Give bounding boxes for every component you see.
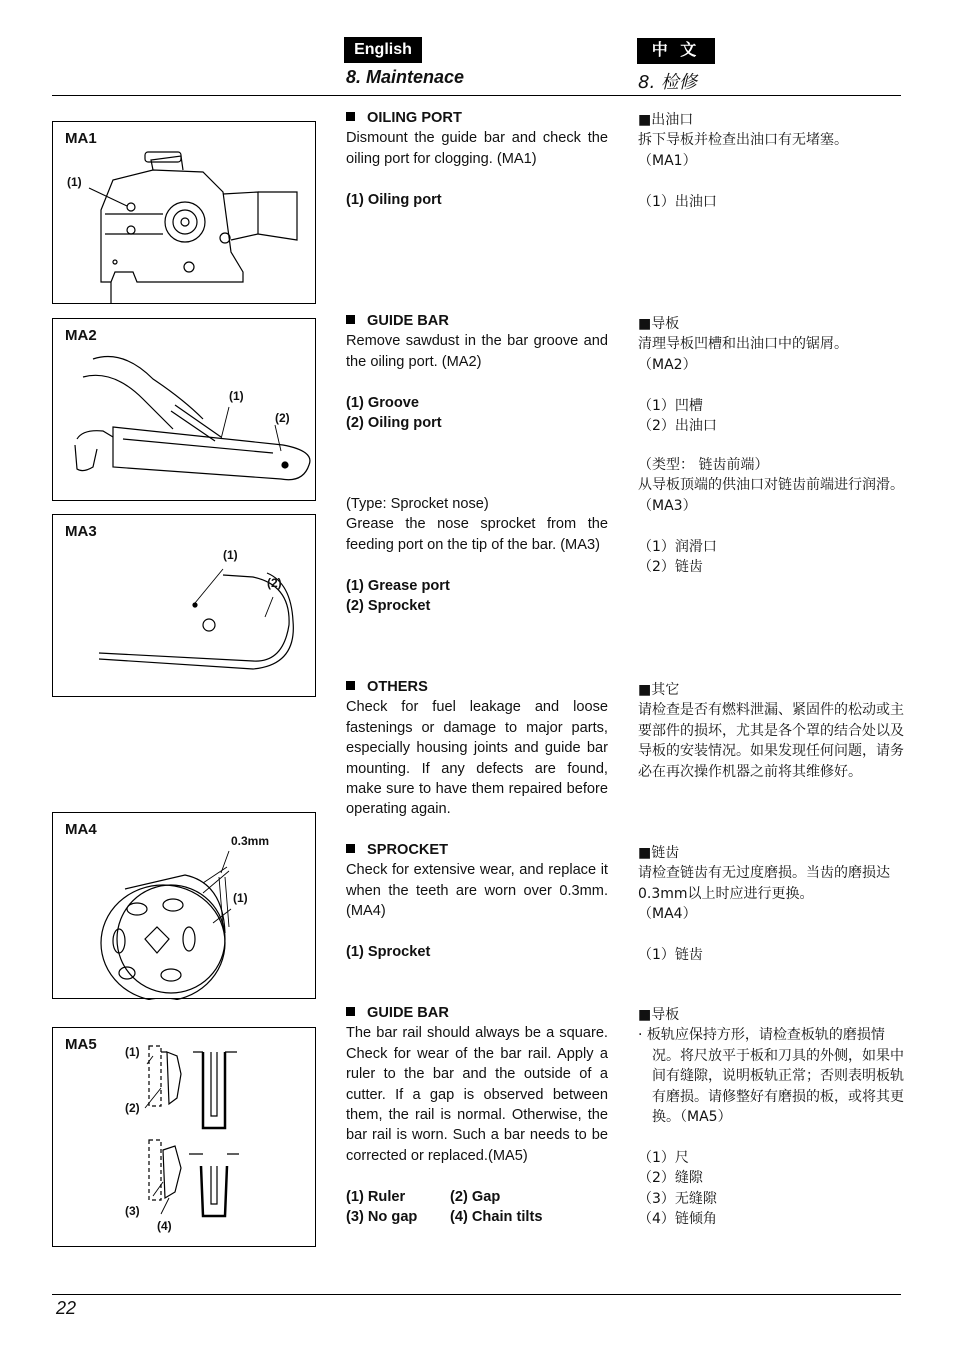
sprocket-cn [638,843,904,965]
oiling-port-cn [638,110,904,212]
guide-bar-text: Remove sawdust in the bar groove and the oiling port. (MA2) [346,333,608,370]
callout-gap: (2) [125,1101,140,1115]
heading-oiling-port: OILING PORT [346,108,608,128]
type-label: (Type: Sprocket nose) [346,496,489,512]
figure-ma5 [52,1027,316,1247]
oiling-port-text-cn: 拆下导板并检查出油口有无堵塞。 [638,132,848,149]
callout-sprocket: (2) [267,576,282,590]
callout-no-gap: (3) [125,1204,140,1218]
part-no-gap-cn: （3）无缝隙 [638,1190,717,1207]
sprocket-nose-illustration [53,515,317,698]
parts-list-cn: （1）出油口 [638,193,717,210]
guide-bar-rail-text-cn: · 板轨应保持方形，请检查板轨的磨损情况。将尺放平于板和刀具的外侧，如果中间有缝隙，说明板轨正常；否则表明板轨有磨损。请修整好有磨损的板，或将其更换。（MA5） [638,1027,904,1126]
heading-others-cn: ■其它 [638,682,680,698]
page-number: 22 [56,1298,77,1318]
guide-bar-rail-en [346,1003,608,1227]
language-tag-english: English [344,37,422,63]
heading-guide-bar: GUIDE BAR [346,1003,608,1023]
parts-list: (1) Oiling port [346,191,442,208]
callout-sprocket: (1) [233,891,248,905]
oiling-port-en [346,108,608,210]
figure-label: MA1 [65,130,97,147]
callout-grease-port: (1) [223,548,238,562]
callout-chain-tilts: (4) [157,1219,172,1233]
sprocket-nose-text: Grease the nose sprocket from the feeding port on the tip of the bar. (MA3) [346,516,608,553]
header-rule [52,95,901,96]
part-gap-cn: （2）缝隙 [638,1170,703,1187]
part-groove-cn: （1）凹槽 [638,397,703,414]
callout-oiling-port: (2) [275,411,290,425]
others-en [346,677,608,820]
figure-ma2 [52,318,316,501]
figure-ma4 [52,812,316,999]
heading-guide-bar: GUIDE BAR [346,311,608,331]
sprocket-nose-text-cn: 从导板顶端的供油口对链齿前端进行润滑。（MA3） [638,477,904,514]
parts-row-1: (1) Ruler (2) Gap [346,1188,501,1205]
figure-ma3 [52,514,316,697]
callout-groove: (1) [229,389,244,403]
type-label-cn: （类型： 链齿前端） [638,457,769,473]
part-sprocket-cn: （2）链齿 [638,559,703,576]
section-title-en: 8. Maintenace [346,67,465,87]
sprocket-nose-cn [638,455,904,577]
figure-ref-cn: （MA2） [638,356,697,373]
callout-ruler: (1) [125,1045,140,1059]
part-oiling-port-cn: （2）出油口 [638,418,717,435]
figure-label: MA3 [65,523,97,540]
bar-rail-check-illustration [53,1028,317,1248]
callout-wear-limit: 0.3mm [231,834,270,848]
language-tag-chinese: 中 文 [637,38,715,64]
part-grease-port-cn: （1）润滑口 [638,538,717,555]
part-ruler-cn: （1）尺 [638,1149,689,1166]
heading-guide-bar-cn: ■导板 [638,316,680,332]
part-chain-tilts-cn: （4）链倾角 [638,1211,717,1228]
section-title-cn: 8. 检修 [638,72,697,93]
part-sprocket-cn: （1）链齿 [638,947,703,964]
others-text-cn: 请检查是否有燃料泄漏、紧固件的松动或主要部件的损坏，尤其是各个罩的结合处以及导板的安装情况。如果发现任何问题，请务必在再次操作机器之前将其维修好。 [638,702,904,780]
sprocket-text: Check for extensive wear, and replace it when the teeth are worn over 0.3mm. (MA4) [346,862,608,920]
part-grease-port: (1) Grease port [346,577,450,594]
guide-bar-text-cn: 清理导板凹槽和出油口中的锯屑。 [638,336,848,353]
figure-ref-cn: （MA1） [638,152,697,169]
footer-rule [52,1294,901,1295]
guide-bar-rail-cn [638,1005,904,1229]
others-cn [638,680,904,782]
part-groove: (1) Groove [346,394,419,411]
part-sprocket: (2) Sprocket [346,598,431,615]
part-oiling-port: (2) Oiling port [346,415,442,432]
figure-ma1 [52,121,316,304]
others-text: Check for fuel leakage and loose fastenings or damage to major parts, especially housing joints and guide bar mounting. If any defects are found, make sure to have them repaired before operating again. [346,699,608,818]
heading-guide-bar-cn: ■导板 [638,1007,680,1023]
heading-oiling-port-cn: ■出油口 [638,112,694,128]
guide-bar-en [346,311,608,433]
guide-bar-cn [638,314,904,436]
sprocket-en [346,840,608,962]
callout-oiling-port: (1) [67,175,82,189]
guide-bar-rail-text: The bar rail should always be a square. Check for wear of the bar rail. Apply a ruler to the bar and the outside of a cutter. If a gap is observed between them, the rail is normal. Otherwise, the bar rail is worn. Such a bar needs to be corrected or replaced.(MA5) [346,1025,608,1164]
figure-label: MA4 [65,821,97,838]
sprocket-nose-en [346,494,608,616]
figure-label: MA5 [65,1036,97,1053]
heading-sprocket: SPROCKET [346,840,608,860]
oiling-port-text: Dismount the guide bar and check the oiling port for clogging. (MA1) [346,130,608,167]
sprocket-text-cn: 请检查链齿有无过度磨损。当齿的磨损达0.3mm以上时应进行更换。 [638,865,890,902]
part-sprocket: (1) Sprocket [346,944,431,961]
parts-row-2: (3) No gap (4) Chain tilts [346,1209,543,1226]
saw-head-illustration [53,122,317,305]
figure-ref-cn: （MA4） [638,906,697,923]
sprocket-illustration [53,813,317,1000]
heading-sprocket-cn: ■链齿 [638,845,680,861]
figure-label: MA2 [65,327,97,344]
heading-others: OTHERS [346,677,608,697]
